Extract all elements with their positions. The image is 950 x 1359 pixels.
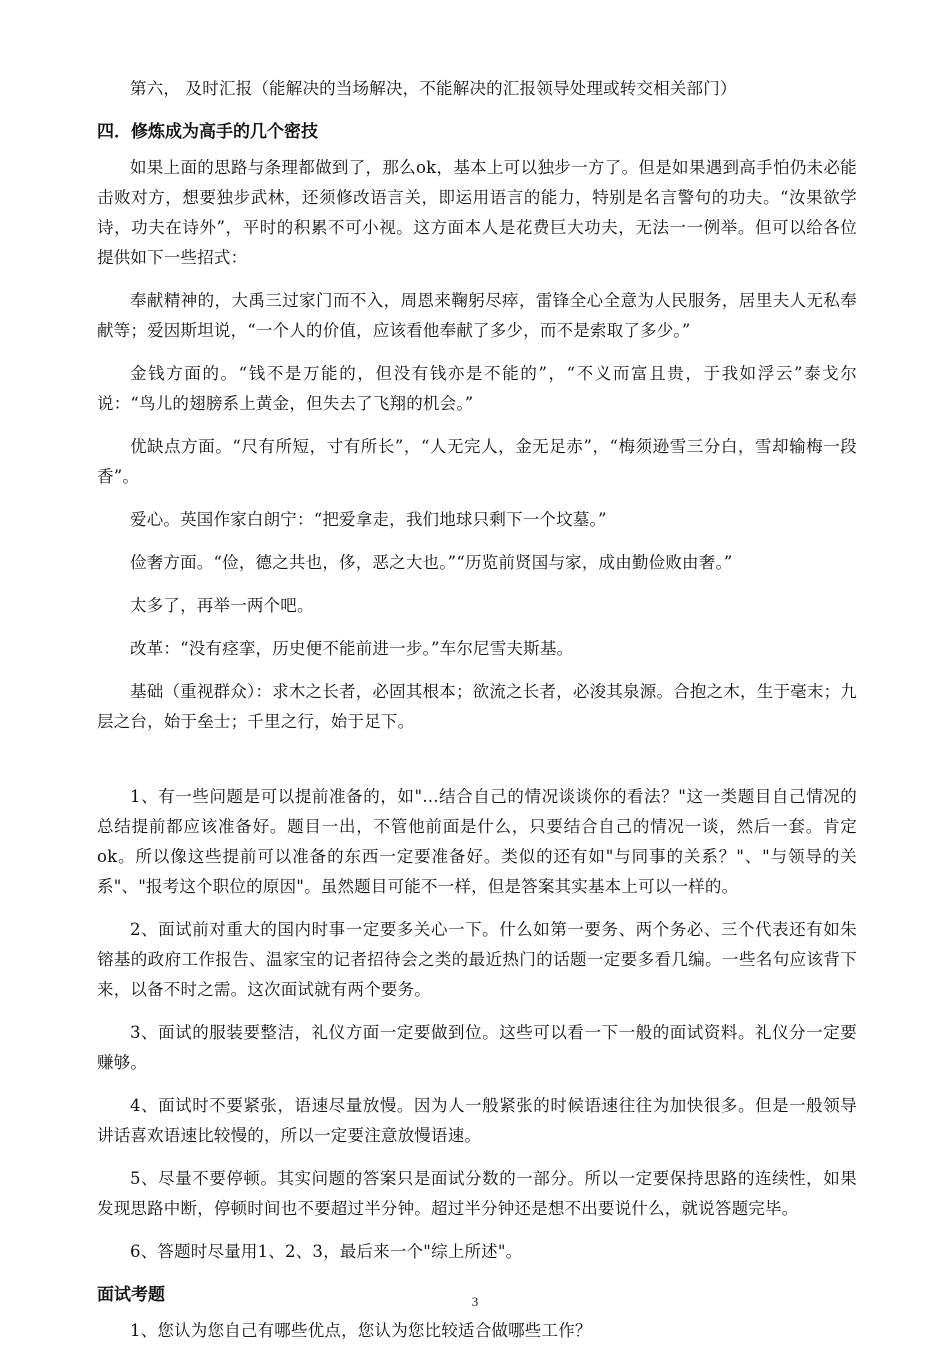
section-heading-interview-questions: 面试考题 xyxy=(97,1285,165,1305)
page-number: 3 xyxy=(471,1294,479,1309)
paragraph: 如果上面的思路与条理都做到了，那么ok，基本上可以独步一方了。但是如果遇到高手怕仍未必能击败对方，想要独步武林，还须修改语言关，即运用语言的能力，特别是名言警句的功夫。“汝果欲学诗，功夫在诗外”，平时的积累不可小视。这方面本人是花费巨大功夫，无法一一例举。但可以给各位提供如下一些招式： xyxy=(97,158,857,267)
tip-paragraph: 5、尽量不要停顿。其实问题的答案只是面试分数的一部分。所以一定要保持思路的连续性，如果发现思路中断，停顿时间也不要超过半分钟。超过半分钟还是想不出要说什么，就说答题完毕。 xyxy=(97,1169,857,1218)
paragraph: 优缺点方面。“尺有所短，寸有所长”，“人无完人，金无足赤”，“梅须逊雪三分白，雪却输梅一段香”。 xyxy=(97,437,857,486)
question-item: 1、您认为您自己有哪些优点，您认为您比较适合做哪些工作？ xyxy=(130,1321,592,1340)
tip-paragraph: 6、答题时尽量用1、2、3，最后来一个"综上所述"。 xyxy=(130,1242,523,1261)
tip-paragraph: 4、面试时不要紧张，语速尽量放慢。因为人一般紧张的时候语速往往为加快很多。但是一般领导讲话喜欢语速比较慢的，所以一定要注意放慢语速。 xyxy=(97,1096,857,1145)
paragraph: 爱心。英国作家白朗宁：“把爱拿走，我们地球只剩下一个坟墓。” xyxy=(130,510,607,529)
section-heading-secret-skills: 四．修炼成为高手的几个密技 xyxy=(97,122,318,142)
paragraph: 改革：“没有痉挛，历史便不能前进一步。”车尔尼雪夫斯基。 xyxy=(130,639,574,658)
paragraph: 奉献精神的，大禹三过家门而不入，周恩来鞠躬尽瘁，雷锋全心全意为人民服务，居里夫人无私奉献等；爱因斯坦说，“一个人的价值，应该看他奉献了多少，而不是索取了多少。” xyxy=(97,291,857,340)
paragraph: 太多了，再举一两个吧。 xyxy=(130,596,314,615)
tip-paragraph: 2、面试前对重大的国内时事一定要多关心一下。什么如第一要务、两个务必、三个代表还有如朱镕基的政府工作报告、温家宝的记者招待会之类的最近热门的话题一定要多看几编。一些名句应该背下来，以备不时之需。这次面试就有两个要务。 xyxy=(97,920,857,999)
tip-paragraph: 1、有一些问题是可以提前准备的，如"...结合自己的情况谈谈你的看法？"这一类题目自己情况的总结提前都应该准备好。题目一出，不管他前面是什么，只要结合自己的情况一谈，然后一套。肯定ok。所以像这些提前可以准备的东西一定要准备好。类似的还有如"与同事的关系？"、"与领导的关系"、"报考这个职位的原因"。虽然题目可能不一样，但是答案其实基本上可以一样的。 xyxy=(97,787,857,896)
paragraph: 基础（重视群众）：求木之长者，必固其根本；欲流之长者，必浚其泉源。合抱之木，生于毫末；九层之台，始于垒士；千里之行，始于足下。 xyxy=(97,682,857,731)
paragraph: 俭奢方面。“俭，德之共也，侈，恶之大也。”“历览前贤国与家，成由勤俭败由奢。” xyxy=(130,553,733,572)
paragraph: 金钱方面的。“钱不是万能的，但没有钱亦是不能的”，“不义而富且贵，于我如浮云”泰戈尔说：“鸟儿的翅膀系上黄金，但失去了飞翔的机会。” xyxy=(97,364,857,413)
tip-paragraph: 3、面试的服装要整洁，礼仪方面一定要做到位。这些可以看一下一般的面试资料。礼仪分一定要赚够。 xyxy=(97,1023,857,1072)
blank-line xyxy=(97,750,857,782)
document-page xyxy=(97,74,857,1359)
paragraph-report: 第六， 及时汇报（能解决的当场解决，不能解决的汇报领导处理或转交相关部门） xyxy=(130,79,737,98)
